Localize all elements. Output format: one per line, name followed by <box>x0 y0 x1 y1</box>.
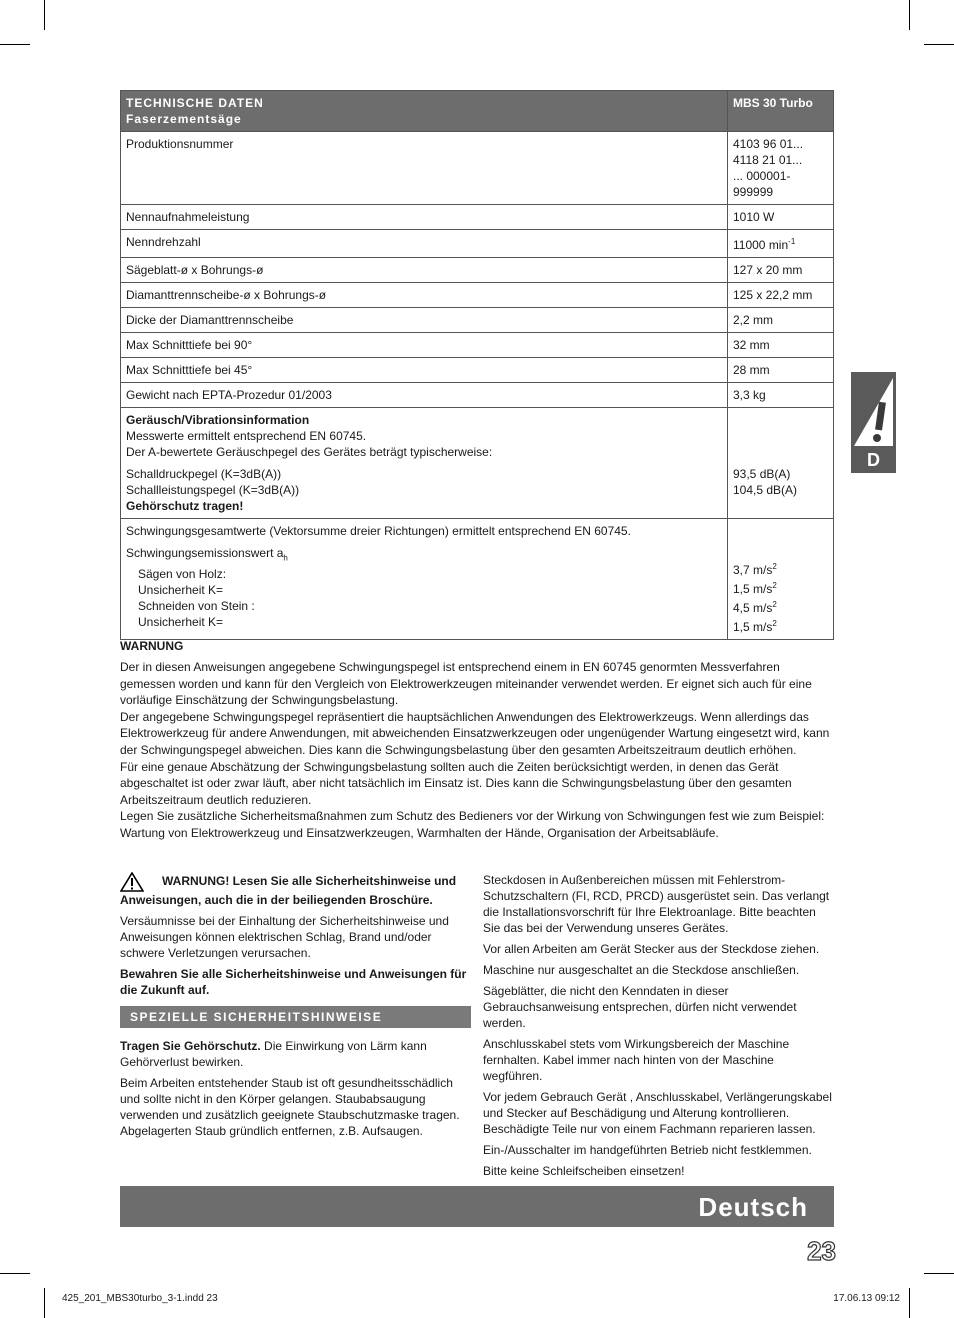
unit-exponent: 2 <box>772 562 777 571</box>
row-value <box>728 230 834 258</box>
vibration-item: Unsicherheit K= <box>138 583 224 598</box>
crop-mark <box>924 1273 954 1274</box>
warning-triangle-icon <box>851 376 896 448</box>
table-row <box>121 205 834 230</box>
safety-paragraph: Steckdosen in Außenbereichen müssen mit Fehlerstrom-Schutzschaltern (FI, RCD, PRCD) ausgerüstet sein. Das verlangt die Installationsvorschrift für Ihre Elektroanlage. Bitte beachten Sie das bei der Verwendung unseres Gerätes. <box>483 873 830 935</box>
vibration-value: 3,7 m/s <box>733 563 773 577</box>
hearing-protection-lead: Tragen Sie Gehörschutz. <box>120 1039 261 1053</box>
right-column <box>483 872 834 1184</box>
noise-line: Der A-bewertete Geräuschpegel des Gerätes beträgt typischerweise: <box>126 445 493 459</box>
warning-paragraph: Der angegebene Schwingungspegel repräsentiert die hauptsächlichen Anwendungen des Elektrowerkzeugs. Wenn allerdings das Elektrowerkzeug für andere Anwendungen, mit abweichenden Einsatzwerkzeugen oder ungenügender Wartung eingesetzt wird, kann der Schwingungspegel abweichen. Dies kann die Schwingungsbelastung über den gesamten Arbeitszeitraum deutlich erhöhen. <box>120 709 830 757</box>
safety-paragraph: Maschine nur ausgeschaltet an die Steckdose anschließen. <box>483 963 800 977</box>
crop-mark <box>44 0 45 30</box>
speed-value: 11000 min <box>733 238 789 252</box>
row-value: 3,3 kg <box>728 383 834 408</box>
language-label: Deutsch <box>698 1192 808 1222</box>
row-value <box>728 132 834 205</box>
hearing-protection-text: Die Einwirkung von Lärm kann Gehörverlust bewirken. <box>120 1039 427 1069</box>
production-number-2: 4118 21 01... <box>733 153 803 167</box>
row-label: Sägeblatt-ø x Bohrungs-ø <box>121 258 728 283</box>
safety-paragraph: Ein-/Ausschalter im handgeführten Betrieb nicht festklemmen. <box>483 1143 812 1157</box>
noise-label: Schalldruckpegel (K=3dB(A)) <box>126 467 282 481</box>
table-row <box>121 258 834 283</box>
table-row <box>121 230 834 258</box>
print-slug-file: 425_201_MBS30turbo_3-1.indd 23 <box>62 1293 218 1304</box>
page-number: 23 <box>807 1236 836 1266</box>
row-label: Dicke der Diamanttrennscheibe <box>121 308 728 333</box>
vibration-item: Schneiden von Stein : <box>138 599 255 614</box>
language-letter: D <box>867 450 880 470</box>
unit-exponent: 2 <box>772 600 777 609</box>
model-name: MBS 30 Turbo <box>728 91 834 132</box>
noise-line: Messwerte ermittelt entsprechend EN 60745. <box>126 429 367 443</box>
crop-mark <box>909 1288 910 1318</box>
crop-mark <box>44 1288 45 1318</box>
safety-paragraph: Vor allen Arbeiten am Gerät Stecker aus der Steckdose ziehen. <box>483 942 820 956</box>
language-footer-bar <box>120 1186 834 1227</box>
row-label: Max Schnitttiefe bei 45° <box>121 358 728 383</box>
safety-paragraph: Bitte keine Schleifscheiben einsetzen! <box>483 1164 685 1178</box>
warning-heading: WARNUNG <box>120 639 184 653</box>
section-heading: SPEZIELLE SICHERHEITSHINWEISE <box>120 1006 471 1028</box>
technical-data-table <box>120 90 834 640</box>
print-slug-date: 17.06.13 09:12 <box>833 1293 900 1304</box>
vibration-item: Unsicherheit K= <box>138 615 224 630</box>
vibration-intro: Schwingungsgesamtwerte (Vektorsumme dreier Richtungen) ermittelt entsprechend EN 60745. <box>126 524 631 538</box>
speed-unit-exponent: -1 <box>788 237 796 246</box>
crop-mark <box>924 44 954 45</box>
noise-cell <box>121 408 728 519</box>
vibration-values <box>728 519 834 640</box>
warning-icon <box>120 872 144 892</box>
safety-paragraph: Anschlusskabel stets vom Wirkungsbereich der Maschine fernhalten. Kabel immer nach hinten von der Maschine wegführen. <box>483 1037 790 1083</box>
row-label: Diamanttrennscheibe-ø x Bohrungs-ø <box>121 283 728 308</box>
table-subtitle: Faserzementsäge <box>126 112 242 126</box>
row-value: 125 x 22,2 mm <box>728 283 834 308</box>
table-header-row <box>121 91 834 132</box>
table-header-cell <box>121 91 728 132</box>
row-label: Produktionsnummer <box>121 132 728 205</box>
noise-value: 104,5 dB(A) <box>733 483 798 497</box>
vibration-value: 4,5 m/s <box>733 601 773 615</box>
safety-paragraph: Vor jedem Gebrauch Gerät , Anschlusskabel, Verlängerungskabel und Stecker auf Beschädigung und Alterung kontrollieren. Beschädigte Teile nur von einem Fachmann reparieren lassen. <box>483 1090 832 1136</box>
safety-paragraph: Versäumnisse bei der Einhaltung der Sicherheitshinweise und Anweisungen können elektrischen Schlag, Brand und/oder schwere Verletzungen verursachen. <box>120 914 449 960</box>
vibration-value: 1,5 m/s <box>733 582 773 596</box>
row-label: Gewicht nach EPTA-Prozedur 01/2003 <box>121 383 728 408</box>
crop-mark <box>0 44 30 45</box>
table-row <box>121 383 834 408</box>
table-row <box>121 132 834 205</box>
row-value: 2,2 mm <box>728 308 834 333</box>
noise-row <box>121 408 834 519</box>
vibration-value: 1,5 m/s <box>733 620 773 634</box>
warning-paragraph: Der in diesen Anweisungen angegebene Schwingungspegel ist entsprechend einem in EN 60745 genormten Messverfahren gemessen worden und kann für den Vergleich von Elektrowerkzeugen miteinander verwendet werden. Er eignet sich auch für eine vorläufige Einschätzung der Schwingungsbelastung. <box>120 660 812 708</box>
production-number-1: 4103 96 01... <box>733 137 804 151</box>
crop-mark <box>909 0 910 30</box>
table-row <box>121 358 834 383</box>
safety-paragraph <box>120 1038 471 1070</box>
table-row <box>121 308 834 333</box>
unit-exponent: 2 <box>772 581 777 590</box>
vibration-emission: Schwingungsemissionswert a <box>126 546 284 560</box>
row-value: 1010 W <box>728 205 834 230</box>
noise-title: Geräusch/Vibrationsinformation <box>126 413 310 427</box>
vibration-cell <box>121 519 728 640</box>
row-value: 127 x 20 mm <box>728 258 834 283</box>
table-title: TECHNISCHE DATEN <box>126 96 264 110</box>
safety-warning-heading: WARNUNG! Lesen Sie alle Sicherheitshinweise und Anweisungen, auch die in der beiliegenden Broschüre. <box>120 874 457 907</box>
row-label: Nenndrehzahl <box>121 230 728 258</box>
vibration-row <box>121 519 834 640</box>
vibration-item: Sägen von Holz: <box>138 567 227 582</box>
table-row <box>121 333 834 358</box>
row-value: 28 mm <box>728 358 834 383</box>
row-value: 32 mm <box>728 333 834 358</box>
warning-text <box>120 659 834 842</box>
warning-paragraph: Legen Sie zusätzliche Sicherheitsmaßnahmen zum Schutz des Bedieners vor der Wirkung von Schwingungen fest wie zum Beispiel: Wartung von Elektrowerkzeug und Einsatzwerkzeugen, Warmhalten der Hände, Organisation der Arbeitsabläufe. <box>120 809 825 840</box>
noise-value: 93,5 dB(A) <box>733 467 791 481</box>
production-number-range: ... 000001-999999 <box>733 169 791 199</box>
row-label: Max Schnitttiefe bei 90° <box>121 333 728 358</box>
crop-mark <box>0 1273 30 1274</box>
noise-values <box>728 408 834 519</box>
row-label: Nennaufnahmeleistung <box>121 205 728 230</box>
hearing-protection-note: Gehörschutz tragen! <box>126 499 244 513</box>
unit-exponent: 2 <box>772 619 777 628</box>
noise-label: Schallleistungspegel (K=3dB(A)) <box>126 483 300 497</box>
safety-paragraph: Beim Arbeiten entstehender Staub ist oft gesundheitsschädlich und sollte nicht in den Körper gelangen. Staubabsaugung verwenden und zusätzlich geeignete Staubschutzmaske tragen. Abgelagerten Staub gründlich entfernen, z.B. Aufsaugen. <box>120 1076 460 1138</box>
keep-instructions-note: Bewahren Sie alle Sicherheitshinweise und Anweisungen für die Zukunft auf. <box>120 967 467 997</box>
warning-paragraph: Für eine genaue Abschätzung der Schwingungsbelastung sollten auch die Zeiten berücksichtigt werden, in denen das Gerät abgeschaltet ist oder zwar läuft, aber nicht tatsächlich im Einsatz ist. Dies kann die Schwingungsbelastung über den gesamten Arbeitszeitraum deutlich reduzieren. <box>120 759 792 807</box>
language-side-tab <box>851 372 896 473</box>
safety-paragraph: Sägeblätter, die nicht den Kenndaten in dieser Gebrauchsanweisung entsprechen, dürfen nicht verwendet werden. <box>483 984 797 1030</box>
left-column <box>120 872 471 1144</box>
table-row <box>121 283 834 308</box>
emission-subscript: h <box>283 553 288 563</box>
